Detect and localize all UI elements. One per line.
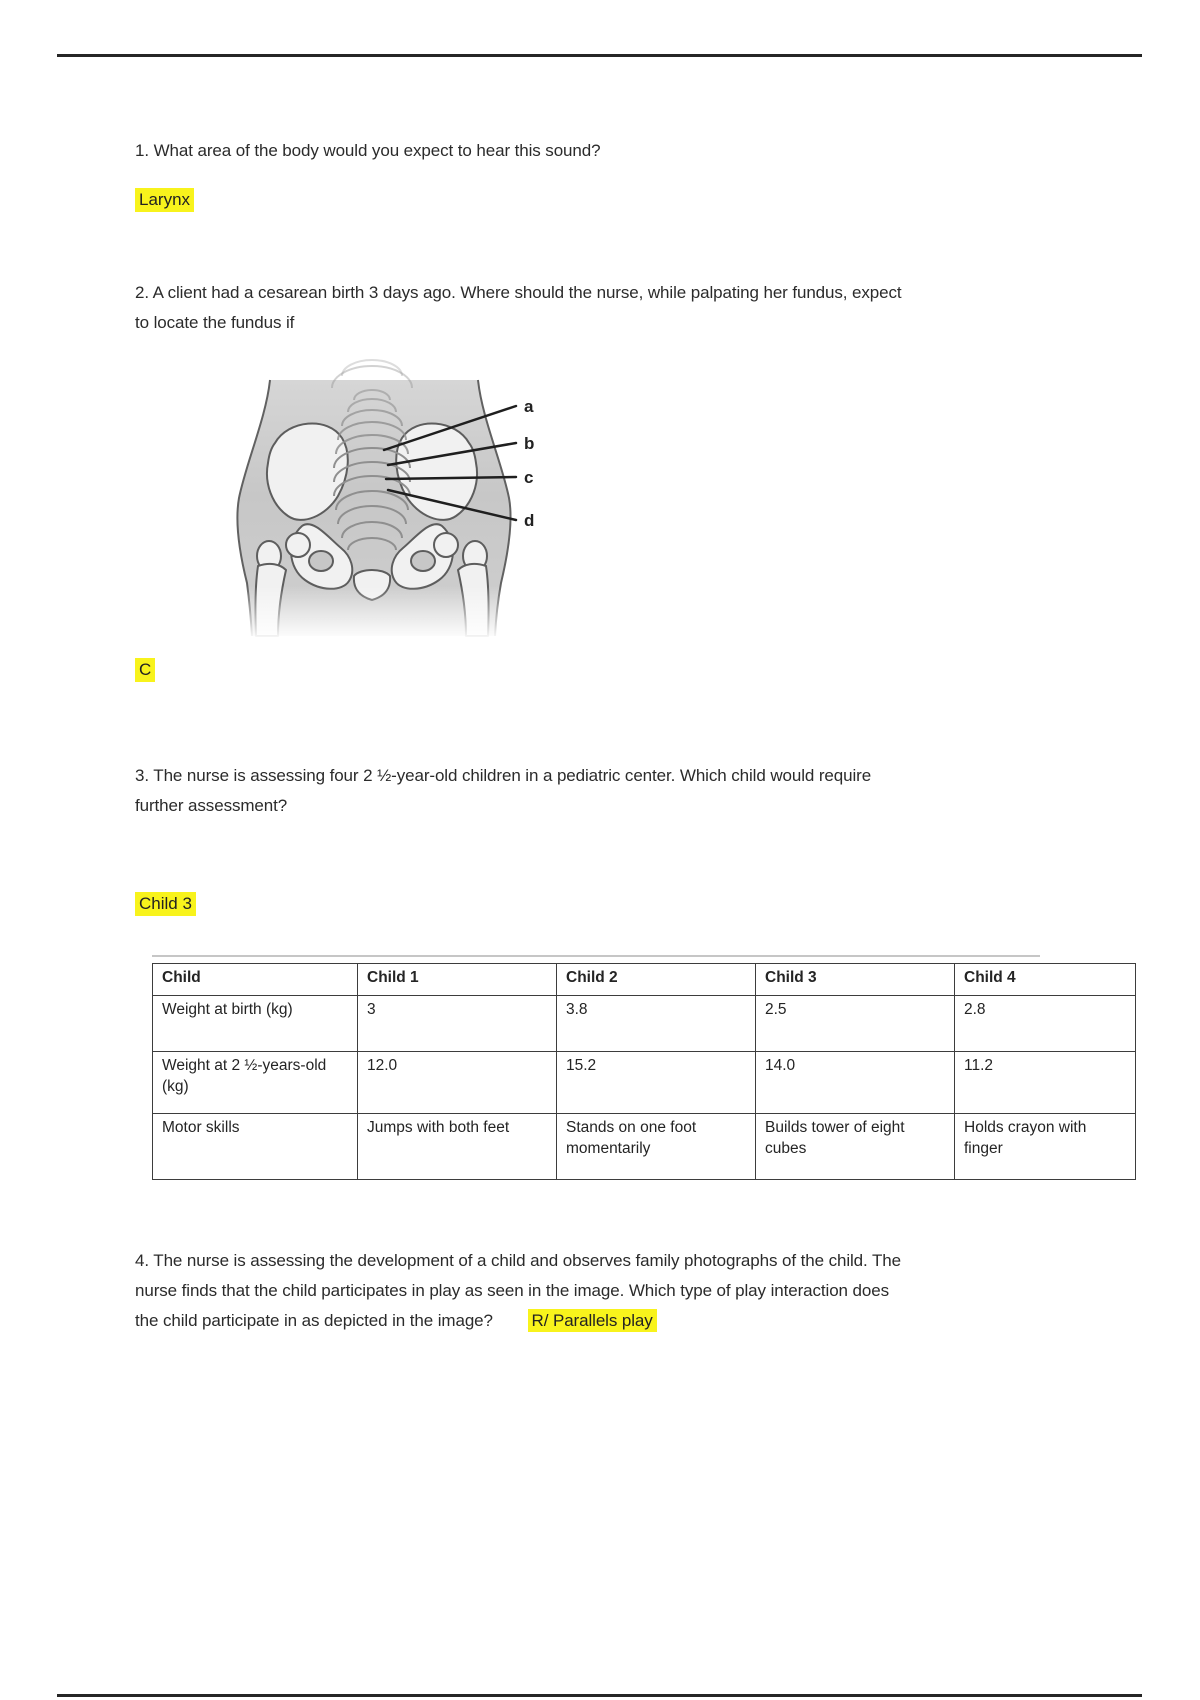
figure-label-b: b [524,434,535,453]
figure-label-d: d [524,511,535,530]
question-2-line1: 2. A client had a cesarean birth 3 days ago. Where should the nurse, while palpating her fundus, expect [135,283,902,302]
cell-value: 3.8 [557,996,756,1052]
cell-value: Stands on one foot momentarily [557,1114,756,1180]
figure-fade [150,586,570,640]
question-4-line3-text: the child participate in as depicted in the image? [135,1311,493,1330]
row-label-motor-skills: Motor skills [153,1114,358,1180]
question-1-text: 1. What area of the body would you expect to hear this sound? [135,141,601,160]
table-header-row [153,964,1136,996]
answer-4-highlight: R/ Parallels play [528,1309,657,1332]
answer-1 [135,188,194,212]
table-header-child1: Child 1 [358,964,557,996]
bottom-horizontal-rule [57,1694,1142,1697]
cell-value: 14.0 [756,1052,955,1114]
table-row [153,1052,1136,1114]
question-3-line2: further assessment? [135,796,288,815]
cell-value: 2.5 [756,996,955,1052]
answer-3-highlight: Child 3 [135,892,196,916]
cell-value: 12.0 [358,1052,557,1114]
cell-value: Builds tower of eight cubes [756,1114,955,1180]
question-4-line1: 4. The nurse is assessing the development of a child and observes family photographs of the child. The [135,1251,901,1270]
cell-value: Jumps with both feet [358,1114,557,1180]
question-2-line2: to locate the fundus if [135,313,295,332]
answer-3 [135,892,196,916]
pelvis-diagram [150,348,570,640]
figure-labels [524,397,534,530]
figure-label-a: a [524,397,534,416]
top-horizontal-rule [57,54,1142,57]
table-row [153,996,1136,1052]
question-4-line3 [135,1310,657,1332]
cell-value: Holds crayon with finger [955,1114,1136,1180]
cell-value: 3 [358,996,557,1052]
row-label-weight-2half: Weight at 2 ½-years-old (kg) [153,1052,358,1114]
question-4-line2: nurse finds that the child participates in play as seen in the image. Which type of play interaction does [135,1281,889,1300]
answer-1-highlight: Larynx [135,188,194,212]
cell-value: 15.2 [557,1052,756,1114]
answer-2 [135,658,155,682]
table-shadow-line [152,955,1040,957]
table-header-child2: Child 2 [557,964,756,996]
cell-value: 2.8 [955,996,1136,1052]
row-label-weight-birth: Weight at birth (kg) [153,996,358,1052]
table-header-child3: Child 3 [756,964,955,996]
children-assessment-table [152,963,1136,1180]
table-header-child4: Child 4 [955,964,1136,996]
table-row [153,1114,1136,1180]
answer-2-highlight: C [135,658,155,682]
question-3-line1: 3. The nurse is assessing four 2 ½-year-old children in a pediatric center. Which child would require [135,766,872,785]
figure-label-c: c [524,468,534,487]
table-header-child: Child [153,964,358,996]
cell-value: 11.2 [955,1052,1136,1114]
